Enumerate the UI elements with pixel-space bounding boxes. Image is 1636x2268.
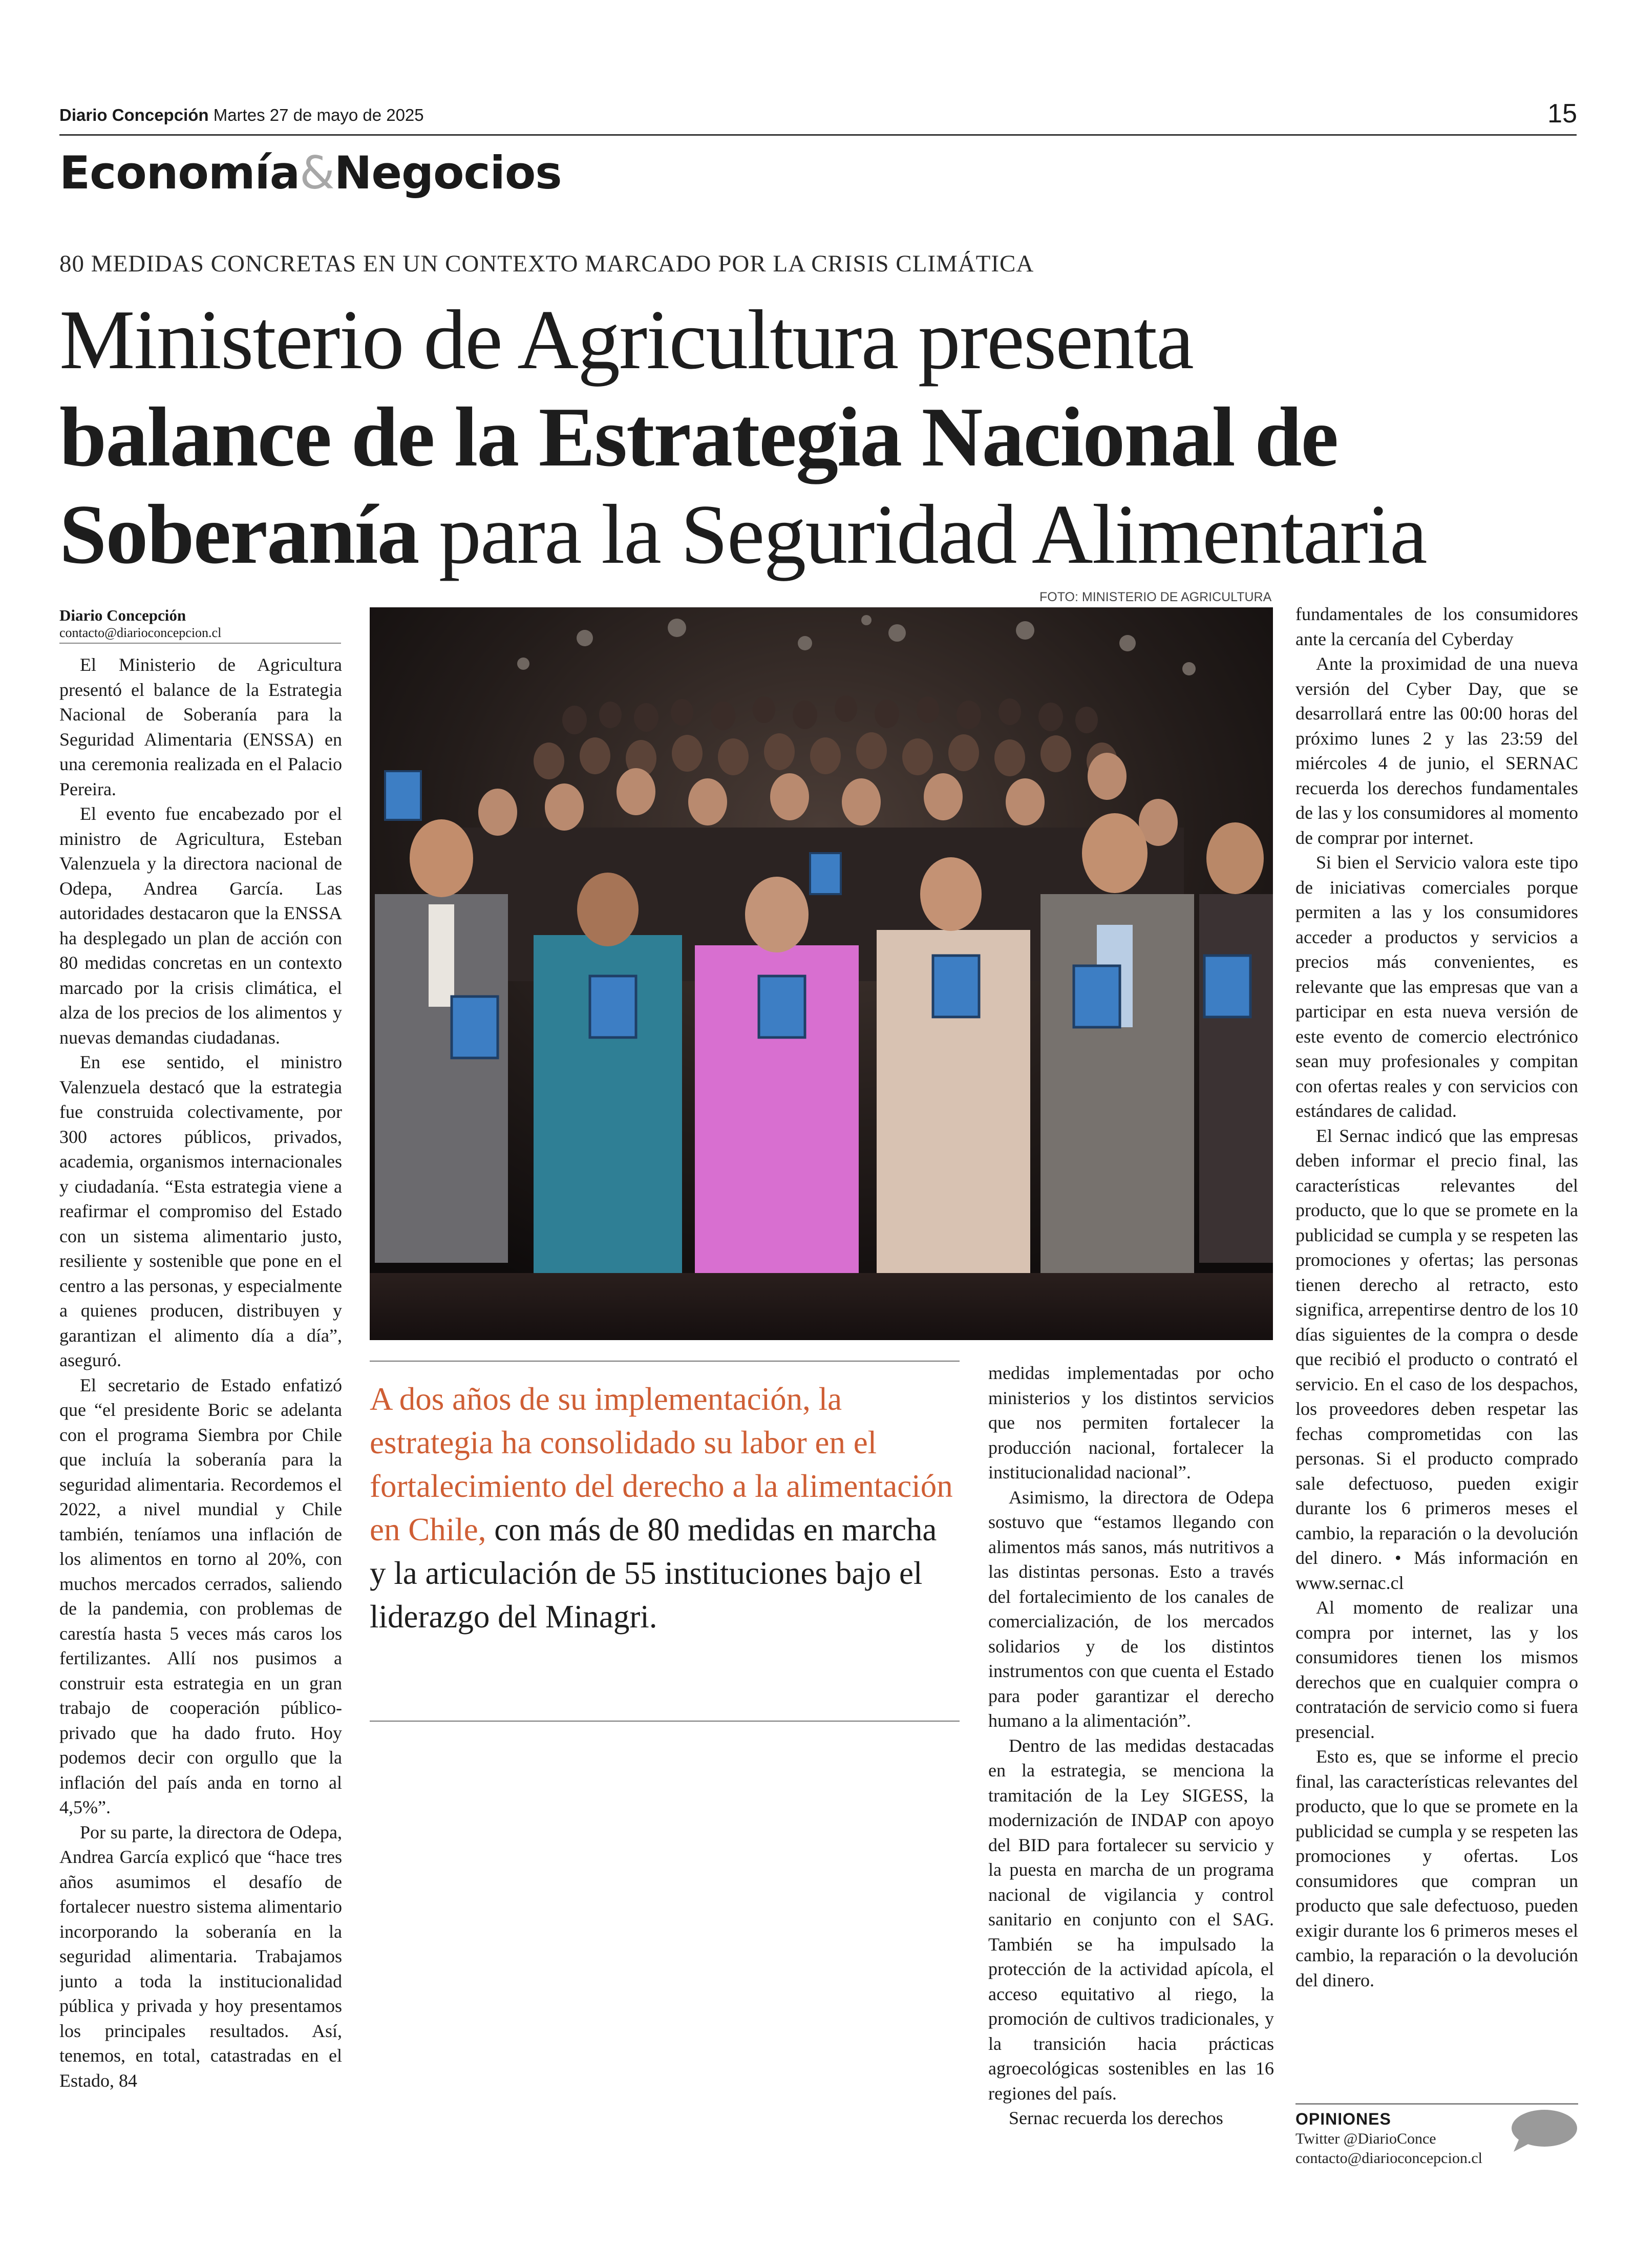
headline-line-2: balance de la Estrategia Nacional de	[59, 390, 1338, 484]
byline	[59, 607, 341, 642]
pull-quote	[370, 1377, 959, 1639]
headline-line-3-rest: para la Seguridad Alimentaria	[418, 487, 1427, 581]
article-headline	[59, 291, 1427, 583]
section-title-ampersand: &	[300, 146, 334, 199]
headline-line-1: Ministerio de Agricultura presenta	[59, 292, 1193, 387]
opinions-title: OPINIONES	[1295, 2110, 1391, 2128]
col1-paragraph: El Ministerio de Agricultura presentó el balance de la Estrategia Nacional de Soberanía para la Seguridad Alimentaria (ENSSA) en una ceremonia realizada en el Palacio Pereira.	[59, 654, 342, 799]
photo-credit: FOTO: MINISTERIO DE AGRICULTURA	[1039, 590, 1272, 604]
pull-quote-rule-top	[370, 1361, 960, 1362]
col1-paragraph: En ese sentido, el ministro Valenzuela destacó que la estrategia fue construida colectivamente, por 300 actores públicos, privados, academia, organismos internacionales y ciudadanía. “Esta estrategia viene a reafirmar el compromiso del Estado con un sistema alimentario justo, resiliente y sostenible que pone en el centro a las personas, y especialmente a quienes producen, distribuyen y garantizan el alimento día a día”, aseguró.	[59, 1052, 342, 1370]
byline-rule	[59, 643, 341, 644]
headline-line-3-bold: Soberanía	[59, 487, 419, 581]
opinions-rule	[1295, 2103, 1578, 2105]
speech-bubble-icon	[1508, 2109, 1578, 2153]
col1-paragraph: Por su parte, la directora de Odepa, Andrea García explicó que “hace tres años asumimos el desafío de fortalecer nuestro sistema alimentario incorporando la soberanía en la seguridad alimentaria. Trabajamos junto a toda la institucionalidad pública y privada y hoy presentamos los principales resultados. Así, tenemos, en total, catastradas en el Estado, 84	[59, 1821, 342, 2091]
section-title	[59, 146, 562, 199]
col4-paragraph: Ante la proximidad de una nueva versión del Cyber Day, que se desarrollará entre las 00:00 horas del próximo lunes 2 y las 23:59 del miércoles 4 de junio, el SERNAC recuerda los derechos fundamentales de las y los consumidores al momento de comprar por internet.	[1295, 653, 1578, 848]
header-rule	[59, 134, 1577, 136]
col1-paragraph: El secretario de Estado enfatizó que “el presidente Boric se adelanta con el programa Siembra por Chile que incluía la soberanía para la seguridad alimentaria. Recordemos el 2022, a nivel mundial y Chile también, teníamos una inflación de los alimentos en torno al 20%, con muchos mercados cerrados, saliendo de la pandemia, con problemas de carestía hasta 5 veces más caros los fertilizantes. Allí nos pusimos a construir esta estrategia en un gran trabajo de cooperación público-privado que ha dado fruto. Hoy podemos decir con orgullo que la inflación del país anda en torno al 4,5%”.	[59, 1374, 342, 1817]
opinions-email: contacto@diarioconcepcion.cl	[1295, 2150, 1482, 2167]
byline-name: Diario Concepción	[59, 606, 186, 624]
col3-paragraph: medidas implementadas por ocho ministerios y los distintos servicios que nos permiten fortalecer la producción nacional, fortalecer la institucionalidad nacional”.	[988, 1363, 1274, 1482]
col4-paragraph: Esto es, que se informe el precio final, las características relevantes del producto, que lo que se promete en la publicidad se cumpla y se respeten las promociones y ofertas. Los consumidores que compran un producto que sale defectuoso, pueden exigir durante los 6 primeros meses el cambio, la reparación o la devolución del dinero.	[1295, 1746, 1578, 1990]
masthead-brand	[59, 105, 424, 125]
page-number: 15	[1547, 99, 1577, 129]
section-title-economia: Economía	[59, 146, 300, 199]
pull-quote-rest: con más de 80 medidas en marcha y la articulación de 55 instituciones bajo el liderazgo del Minagri.	[370, 1512, 937, 1635]
col1-paragraph: El evento fue encabezado por el ministro de Agricultura, Esteban Valenzuela y la directora nacional de Odepa, Andrea García. Las autoridades destacaron que la ENSSA ha desplegado un plan de acción con 80 medidas concretas en un contexto marcado por la crisis climática, el alza de los precios de los alimentos y nuevas demandas ciudadanas.	[59, 803, 342, 1048]
article-column-1	[59, 652, 342, 2184]
col3-paragraph: Dentro de las medidas destacadas en la estrategia, se menciona la tramitación de la Ley SIGESS, la modernización de INDAP con apoyo del BID para fortalecer su servicio y la puesta en marcha de un programa nacional de vigilancia y control sanitario en conjunto con el SAG. También se ha impulsado la protección de la actividad apícola, el acceso equitativo al riego, la promoción de cultivos tradicionales, y la transición hacia prácticas agroecológicas sostenibles en las 16 regiones del país.	[988, 1735, 1274, 2104]
col4-paragraph: Al momento de realizar una compra por internet, las y los consumidores tienen los mismos derechos que en cualquier compra o contratación de servicio como si fuera presencial.	[1295, 1597, 1578, 1742]
col4-paragraph: El Sernac indicó que las empresas deben informar el precio final, las características relevantes del producto, que lo que se promete en la publicidad se cumpla y se respeten las promociones y ofertas; las personas tienen derecho al retracto, esto significa, arrepentirse dentro de los 10 días siguientes de la compra o desde que recibió el producto o contrató el servicio. En el caso de los despachos, los proveedores deben respetar las fechas comprometidas con las personas. Si el producto comprado sale defectuoso, pueden exigir durante los 6 primeros meses el cambio, la reparación o la devolución del dinero. • Más información en www.sernac.cl	[1295, 1125, 1578, 1593]
group-photo-illustration	[370, 607, 1273, 1340]
col4-paragraph: fundamentales de los consumidores ante la cercanía del Cyberday	[1295, 604, 1578, 649]
col3-paragraph: Sernac recuerda los derechos	[1009, 2108, 1223, 2128]
issue-date: Martes 27 de mayo de 2025	[213, 105, 424, 124]
opinions-twitter: Twitter @DiarioConce	[1295, 2130, 1436, 2147]
byline-email: contacto@diarioconcepcion.cl	[59, 625, 222, 640]
article-kicker: 80 MEDIDAS CONCRETAS EN UN CONTEXTO MARCADO POR LA CRISIS CLIMÁTICA	[59, 250, 1034, 277]
col3-paragraph: Asimismo, la directora de Odepa sostuvo que “estamos llegando con alimentos más sanos, más nutritivos a las distintas personas. Esto a través del fortalecimiento de los canales de comercialización, de los mercados solidarios y de los distintos instrumentos con que cuenta el Estado para poder garantizar el derecho humano a la alimentación”.	[988, 1487, 1274, 1731]
brand-name: Diario Concepción	[59, 105, 209, 124]
article-column-3	[988, 1361, 1274, 2181]
pull-quote-highlight: A dos años de su implementación, la estrategia ha consolidado su labor en el fortalecimiento del derecho a la alimentación en Chile,	[370, 1381, 953, 1548]
section-title-negocios: Negocios	[334, 146, 562, 199]
col4-paragraph: Si bien el Servicio valora este tipo de iniciativas comerciales porque permiten a las y los consumidores acceder a productos y servicios a precios más convenientes, es relevante que las empresas que van a participar en esta nueva versión de este evento de comercio electrónico sean muy profesionales y compitan con ofertas reales y con servicios con estándares de calidad.	[1295, 852, 1578, 1121]
pull-quote-rule-bottom	[370, 1721, 960, 1722]
event-photo	[370, 607, 1273, 1340]
article-column-4	[1295, 602, 1578, 2087]
